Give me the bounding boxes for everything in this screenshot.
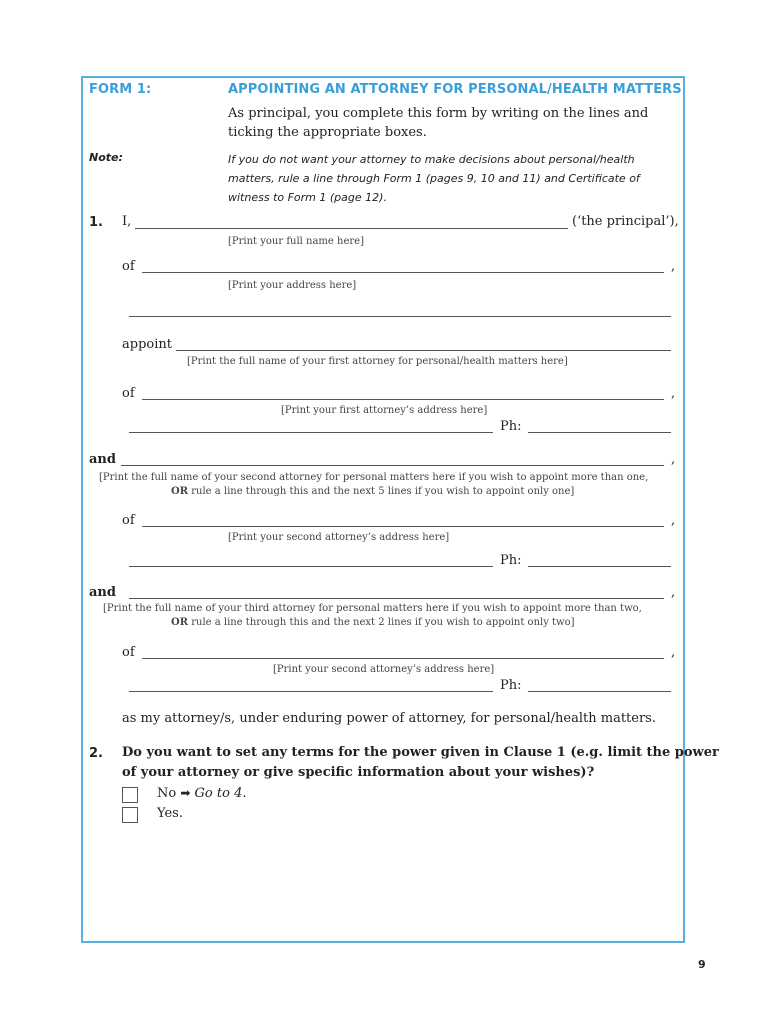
closing-text: as my attorney/s, under enduring power of attorney, for personal/health matters. [122,711,656,726]
second-attorney-address-line-2[interactable] [129,566,493,567]
of-label: of [122,386,135,401]
hint-third-address: [Print your second attorney’s address here] [273,664,495,675]
page-number: 9 [698,958,706,971]
option-yes: Yes. [157,806,183,821]
principal-name-line[interactable] [135,228,568,229]
hint-third-attorney-2-text: rule a line through this and the next 2 lines if you wish to appoint only two] [191,617,575,628]
ph-label: Ph: [500,678,522,693]
intro-line-2: ticking the appropriate boxes. [228,125,427,140]
arrow-right-icon: ➡ [180,786,191,800]
third-attorney-address-line[interactable] [142,658,664,659]
appoint-label: appoint [122,337,172,352]
and-label: and [89,585,116,600]
principal-suffix: (‘the principal’), [572,214,679,229]
comma: , [671,645,676,660]
hint-second-attorney-1: [Print the full name of your second attorney for personal matters here if you wish to appoint more than one, [99,472,649,483]
hint-address: [Print your address here] [228,280,357,291]
first-attorney-address-line-2[interactable] [129,432,493,433]
ph-label: Ph: [500,419,522,434]
comma: , [671,452,676,467]
hint-first-attorney: [Print the full name of your first attorney for personal/health matters here] [187,356,568,367]
hint-third-attorney-2 [171,617,575,628]
clause-2-question-2: of your attorney or give specific information about your wishes)? [122,765,595,780]
ph-label: Ph: [500,553,522,568]
hint-second-attorney-2-text: rule a line through this and the next 5 lines if you wish to appoint only one] [191,486,575,497]
or-label: OR [171,617,189,628]
yes-checkbox[interactable] [122,807,138,823]
clause-2-number: 2. [89,746,103,761]
clause-1-number: 1. [89,215,103,230]
second-attorney-phone-line[interactable] [528,566,671,567]
intro-line-1: As principal, you complete this form by writing on the lines and [228,106,649,121]
option-no-period: . [242,786,247,801]
comma: , [671,386,676,401]
of-label: of [122,513,135,528]
or-label: OR [171,486,189,497]
third-attorney-phone-line[interactable] [528,691,671,692]
no-checkbox[interactable] [122,787,138,803]
comma: , [671,513,676,528]
note-text: If you do not want your attorney to make decisions about personal/health matters, rule a line through Form 1 (pages 9, 10 and 11) and Certificate of witness to Form 1 (page 12). [228,153,640,204]
option-no [157,786,247,801]
comma: , [671,585,676,600]
hint-second-address: [Print your second attorney’s address here] [228,532,450,543]
hint-full-name: [Print your full name here] [228,236,364,247]
option-no-label: No [157,786,177,801]
principal-address-line[interactable] [142,272,664,273]
principal-address-line-2[interactable] [129,316,671,317]
first-attorney-address-line[interactable] [142,399,664,400]
form-title: APPOINTING AN ATTORNEY FOR PERSONAL/HEALTH MATTERS [228,82,682,97]
form-label: FORM 1: [89,82,152,97]
first-attorney-name-line[interactable] [176,350,671,351]
of-label: of [122,645,135,660]
note-label: Note: [89,151,123,164]
and-label: and [89,452,116,467]
comma: , [671,259,676,274]
clause-2-question-1: Do you want to set any terms for the power given in Clause 1 (e.g. limit the power [122,745,719,760]
i-label: I, [122,214,132,229]
first-attorney-phone-line[interactable] [528,432,671,433]
hint-second-attorney-2 [171,486,574,497]
second-attorney-address-line[interactable] [142,526,664,527]
hint-first-address: [Print your first attorney’s address here] [281,405,488,416]
third-attorney-name-line[interactable] [129,598,664,599]
of-label: of [122,259,135,274]
second-attorney-name-line[interactable] [121,465,664,466]
third-attorney-address-line-2[interactable] [129,691,493,692]
option-no-goto: Go to 4 [194,786,243,801]
hint-third-attorney-1: [Print the full name of your third attorney for personal matters here if you wish to appoint more than two, [103,603,642,614]
